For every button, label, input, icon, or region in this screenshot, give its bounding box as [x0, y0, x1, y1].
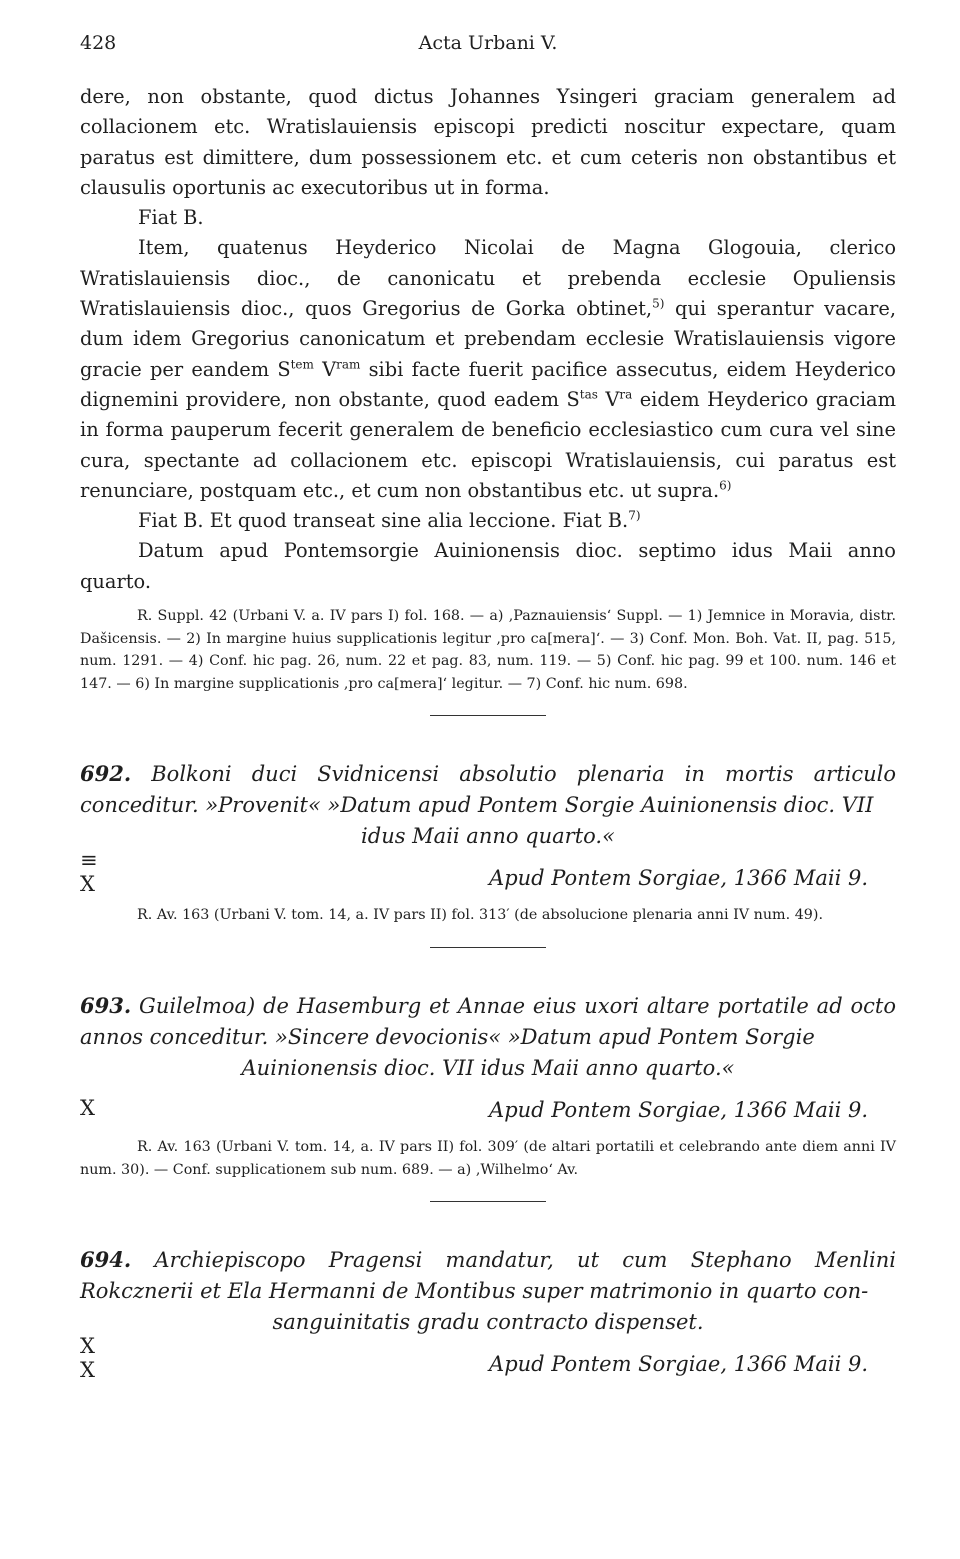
paragraph-item: [80, 233, 896, 506]
page: [80, 32, 896, 1384]
superscript: tem: [290, 357, 314, 372]
text-run: qui sperantur vacare, dum idem Gregorius canonicatum et prebendam ecclesie Wratislauiensis vigore gracie per eandem S: [80, 297, 896, 381]
running-title: Acta Urbani V.: [418, 32, 558, 54]
footnote-ref: 6): [719, 478, 732, 493]
entry-heading-last: idus Maii anno quarto.«: [361, 824, 615, 849]
entry-heading: [80, 990, 896, 1084]
text-run: Item, quatenus Heyderico Nicolai de Magna Glogouia, clerico Wratislauiensis dioc., de canonicatu et prebenda ecclesie Opuliensis Wratislauiensis dioc., quos Gregorius de Gorka obtinet,: [80, 236, 896, 321]
page-number: 428: [80, 32, 117, 54]
entry-note-text: R. Av. 163 (Urbani V. tom. 14, a. IV pars II) fol. 309′ (de altari portatili et celebrando ante diem anni IV num. 30). — Conf. supplicationem sub num. 689. — a) ‚Wilhelmo‘ Av.: [80, 1139, 896, 1178]
superscript: ram: [336, 357, 361, 372]
entry-693: [80, 990, 896, 1202]
superscript: ra: [619, 387, 633, 402]
text-run: eidem Heyderico graciam in forma pauperum fecerit generalem de beneficio ecclesiastico cum cura vel sine cura, spectante ad collacionem etc. episcopi Wratislauiensis, cui paratus est renunciare, postquam etc., et cum non obstantibus etc. ut supra.: [80, 387, 897, 502]
entry-heading-text: Guilelmoa) de Hasemburg et Annae eius uxori altare portatile ad octo annos conceditur. »Sincere devocionis« »Datum apud Pontem Sorgie: [80, 994, 896, 1050]
superscript: tas: [579, 387, 598, 402]
entry-number: 693.: [80, 993, 132, 1019]
entry-heading-text: Archiepiscopo Pragensi mandatur, ut cum Stephano Menlini Rokcznerii et Ela Hermanni de Montibus super matrimonio in quarto con-: [80, 1248, 896, 1304]
text-run: Fiat B. Et quod transeat sine alia leccione. Fiat B.: [138, 509, 629, 533]
dateline: [80, 848, 896, 898]
separator-rule: [430, 947, 546, 948]
separator-rule: [430, 715, 546, 716]
entry-692: [80, 758, 896, 948]
register-mark: X: [80, 1096, 95, 1121]
entry-heading-last: sanguinitatis gradu contracto dispenset.: [272, 1310, 704, 1335]
paragraph-fiat: Fiat B.: [138, 206, 204, 230]
separator-rule: [430, 1201, 546, 1202]
page-header: [80, 32, 896, 54]
entry-694: [80, 1244, 896, 1384]
entry-note: [80, 1136, 896, 1181]
text-run: sibi facte fuerit pacifice assecutus, eidem Heyderico dignemini providere, non obstante, quod eadem S: [80, 357, 896, 411]
place-date: Apud Pontem Sorgiae, 1366 Maii 9.: [489, 1098, 868, 1123]
register-mark: ≡ X: [80, 848, 98, 897]
footnote-ref: 5): [652, 296, 665, 311]
text-run: V: [597, 387, 620, 411]
footnote-text: R. Suppl. 42 (Urbani V. a. IV pars I) fol. 168. — a) ‚Paznauiensis‘ Suppl. — 1) Jemnice in Moravia, distr. Dašicensis. — 2) In margine huius supplicationis legitur ‚pro ca[mera]‘. — 3) Conf. Mon. Boh. Vat. II, pag. 515, num. 1291. — 4) Conf. hic pag. 26, num. 22 et pag. 83, num. 119. — 5) Conf. hic pag. 99 et 100. num. 146 et 147. — 6) In margine supplicationis ‚pro ca[mera]‘ legitur. — 7) Conf. hic num. 698.: [80, 608, 896, 692]
entry-number: 694.: [80, 1247, 132, 1273]
paragraph-datum: Datum apud Pontemsorgie Auinionensis dioc. septimo idus Maii anno quarto.: [80, 539, 896, 593]
dateline: [80, 1334, 896, 1384]
dateline: [80, 1092, 896, 1130]
place-date: Apud Pontem Sorgiae, 1366 Maii 9.: [489, 866, 868, 891]
register-mark: X X: [80, 1334, 95, 1383]
footnotes-691: [80, 605, 896, 695]
entry-heading: [80, 1244, 896, 1338]
place-date: Apud Pontem Sorgiae, 1366 Maii 9.: [489, 1352, 868, 1377]
entry-heading-text: Bolkoni duci Svidnicensi absolutio plenaria in mortis articulo conceditur. »Provenit« »Datum apud Pontem Sorgie Auinionensis dioc. VII: [80, 762, 896, 818]
footnote-ref: 7): [628, 508, 641, 523]
main-text: [80, 82, 896, 597]
entry-number: 692.: [80, 761, 132, 787]
entry-heading: [80, 758, 896, 852]
entry-heading-last: Auinionensis dioc. VII idus Maii anno quarto.«: [241, 1056, 735, 1081]
entry-note-text: R. Av. 163 (Urbani V. tom. 14, a. IV pars II) fol. 313′ (de absolucione plenaria anni IV num. 49).: [137, 907, 824, 924]
text-run: V: [313, 357, 337, 381]
paragraph-continuation: dere, non obstante, quod dictus Johannes Ysingeri graciam generalem ad collacionem etc. Wratislauiensis episcopi predicti noscitur expectare, quam paratus est dimittere, dum possessionem etc. et cum ceteris non obstantibus et clausulis oportunis ac executoribus ut in forma.: [80, 85, 896, 199]
entry-note: [80, 904, 896, 927]
paragraph-fiat-transeat: [80, 506, 896, 536]
